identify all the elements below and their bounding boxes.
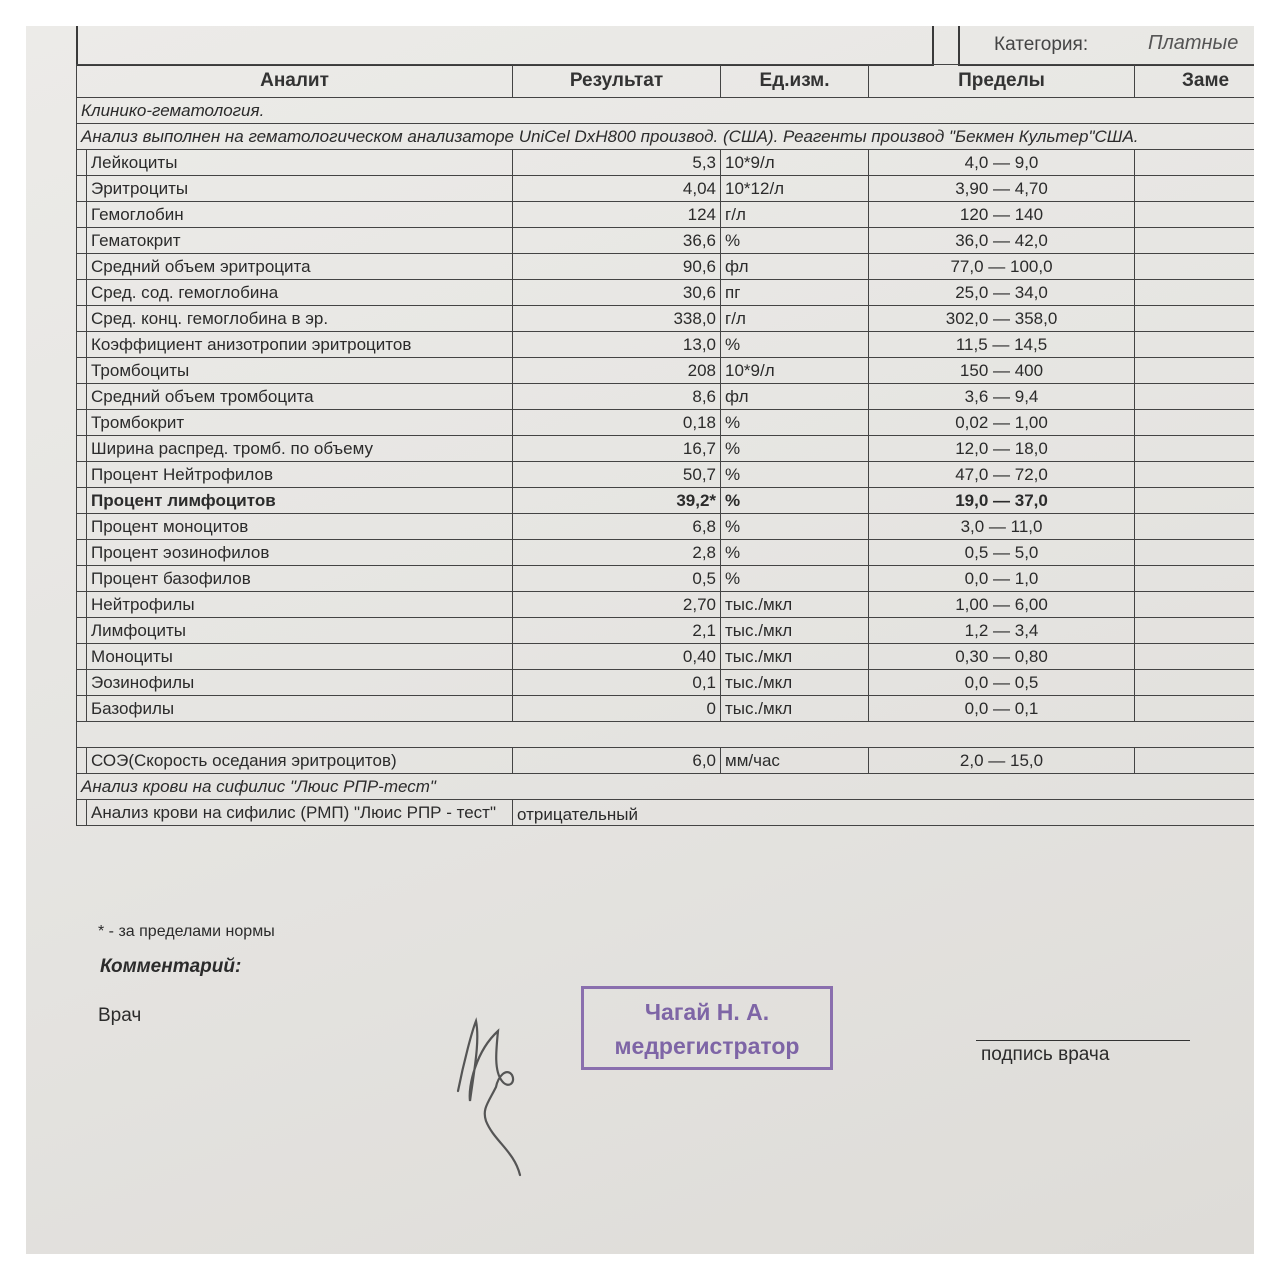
analyte-unit: мм/час (721, 748, 869, 774)
analyzer-note: Анализ выполнен на гематологическом анализаторе UniCel DxH800 производ. (США). Реагенты производ "Бекмен Культер"США. (77, 124, 1255, 150)
stamp-title: медрегистратор (614, 1033, 800, 1059)
analyte-result: 90,6 (513, 254, 721, 280)
analyte-note (1135, 202, 1254, 228)
category-value: Платные (1148, 32, 1239, 54)
signature-line (976, 1040, 1190, 1041)
analyte-result: 50,7 (513, 462, 721, 488)
row-marker (77, 150, 87, 176)
syphilis-test-name: Анализ крови на сифилис (РМП) "Люис РПР - тест" (87, 800, 513, 826)
analyte-result: 2,8 (513, 540, 721, 566)
row-marker (77, 280, 87, 306)
comment-label: Комментарий: (100, 956, 242, 977)
analyte-note (1135, 566, 1254, 592)
analyte-name: Процент лимфоцитов (87, 488, 513, 514)
table-row (77, 514, 1255, 540)
row-marker (77, 696, 87, 722)
analyte-result: 16,7 (513, 436, 721, 462)
analyte-name: Процент моноцитов (87, 514, 513, 540)
row-marker (77, 202, 87, 228)
analyte-range: 3,0 — 11,0 (869, 514, 1135, 540)
table-row (77, 592, 1255, 618)
analyte-name: Базофилы (87, 696, 513, 722)
analyte-name: Гематокрит (87, 228, 513, 254)
row-marker (77, 254, 87, 280)
row-marker (77, 644, 87, 670)
analyzer-note-row (77, 124, 1255, 150)
row-marker (77, 410, 87, 436)
analyte-range: 36,0 — 42,0 (869, 228, 1135, 254)
analyte-unit: тыс./мкл (721, 644, 869, 670)
analyte-note (1135, 384, 1254, 410)
table-row (77, 462, 1255, 488)
analyte-note (1135, 488, 1254, 514)
syphilis-row (77, 800, 1255, 826)
analyte-name: Лимфоциты (87, 618, 513, 644)
analyte-name: Сред. сод. гемоглобина (87, 280, 513, 306)
row-marker (77, 800, 87, 826)
analyte-range: 0,02 — 1,00 (869, 410, 1135, 436)
analyte-range: 1,00 — 6,00 (869, 592, 1135, 618)
analyte-note (1135, 176, 1254, 202)
analyte-range: 25,0 — 34,0 (869, 280, 1135, 306)
analyte-range: 0,0 — 0,1 (869, 696, 1135, 722)
registrar-stamp (581, 986, 833, 1070)
row-marker (77, 384, 87, 410)
table-row (77, 254, 1255, 280)
table-row (77, 696, 1255, 722)
table-row (77, 488, 1255, 514)
analyte-note (1135, 670, 1254, 696)
handwritten-signature (436, 991, 546, 1181)
analyte-name: Тромбокрит (87, 410, 513, 436)
analyte-note (1135, 462, 1254, 488)
table-row (77, 670, 1255, 696)
analyte-name: Эозинофилы (87, 670, 513, 696)
syphilis-section-title: Анализ крови на сифилис "Люис РПР-тест" (77, 774, 1255, 800)
analyte-result: 124 (513, 202, 721, 228)
analyte-note (1135, 228, 1254, 254)
analyte-range: 302,0 — 358,0 (869, 306, 1135, 332)
table-row (77, 228, 1255, 254)
table-row (77, 280, 1255, 306)
analyte-name: СОЭ(Скорость оседания эритроцитов) (87, 748, 513, 774)
analyte-name: Сред. конц. гемоглобина в эр. (87, 306, 513, 332)
analyte-result: 13,0 (513, 332, 721, 358)
section-row (77, 98, 1255, 124)
analyte-unit: % (721, 566, 869, 592)
analyte-range: 11,5 — 14,5 (869, 332, 1135, 358)
col-header-range: Пределы (869, 65, 1135, 98)
table-row (77, 540, 1255, 566)
analyte-name: Процент базофилов (87, 566, 513, 592)
analyte-range: 77,0 — 100,0 (869, 254, 1135, 280)
analyte-name: Процент эозинофилов (87, 540, 513, 566)
table-row (77, 566, 1255, 592)
analyte-unit: % (721, 332, 869, 358)
analyte-unit: тыс./мкл (721, 696, 869, 722)
analyte-unit: 10*9/л (721, 150, 869, 176)
analyte-unit: 10*12/л (721, 176, 869, 202)
analyte-note (1135, 540, 1254, 566)
analyte-note (1135, 436, 1254, 462)
analyte-range: 2,0 — 15,0 (869, 748, 1135, 774)
analyte-unit: тыс./мкл (721, 592, 869, 618)
analyte-note (1135, 332, 1254, 358)
row-marker (77, 566, 87, 592)
signature-caption: подпись врача (981, 1044, 1110, 1065)
row-marker (77, 176, 87, 202)
spacer-row (77, 722, 1255, 748)
analyte-note (1135, 696, 1254, 722)
row-marker (77, 514, 87, 540)
row-marker (77, 592, 87, 618)
analyte-note (1135, 410, 1254, 436)
analyte-note (1135, 150, 1254, 176)
header-box (76, 26, 934, 66)
analyte-note (1135, 254, 1254, 280)
analyte-name: Нейтрофилы (87, 592, 513, 618)
analyte-result: 6,0 (513, 748, 721, 774)
table-row (77, 384, 1255, 410)
analyte-result: 39,2* (513, 488, 721, 514)
analyte-range: 1,2 — 3,4 (869, 618, 1135, 644)
analyte-range: 0,0 — 1,0 (869, 566, 1135, 592)
lab-report-sheet (26, 26, 1254, 1254)
row-marker (77, 306, 87, 332)
analyte-range: 19,0 — 37,0 (869, 488, 1135, 514)
table-row (77, 202, 1255, 228)
analyte-name: Ширина распред. тромб. по объему (87, 436, 513, 462)
syphilis-section-row (77, 774, 1255, 800)
analyte-unit: % (721, 540, 869, 566)
analyte-unit: г/л (721, 306, 869, 332)
analyte-unit: % (721, 488, 869, 514)
analyte-unit: тыс./мкл (721, 618, 869, 644)
row-marker (77, 488, 87, 514)
analyte-result: 36,6 (513, 228, 721, 254)
col-header-unit: Ед.изм. (721, 65, 869, 98)
analyte-result: 0,40 (513, 644, 721, 670)
analyte-unit: г/л (721, 202, 869, 228)
section-title: Клинико-гематология. (77, 98, 1255, 124)
table-row (77, 436, 1255, 462)
spacer-cell (77, 722, 1255, 748)
stamp-name: Чагай Н. А. (644, 999, 770, 1025)
analyte-name: Средний объем тромбоцита (87, 384, 513, 410)
row-marker (77, 332, 87, 358)
analyte-unit: фл (721, 254, 869, 280)
row-marker (77, 228, 87, 254)
row-marker (77, 358, 87, 384)
table-row (77, 748, 1255, 774)
row-marker (77, 748, 87, 774)
col-header-result: Результат (513, 65, 721, 98)
analyte-result: 0,5 (513, 566, 721, 592)
analyte-name: Процент Нейтрофилов (87, 462, 513, 488)
table-row (77, 176, 1255, 202)
row-marker (77, 540, 87, 566)
analyte-range: 3,90 — 4,70 (869, 176, 1135, 202)
analyte-name: Тромбоциты (87, 358, 513, 384)
results-table (76, 64, 1254, 826)
analyte-unit: % (721, 228, 869, 254)
analyte-note (1135, 514, 1254, 540)
analyte-result: 6,8 (513, 514, 721, 540)
col-header-note: Заме (1135, 65, 1254, 98)
table-row (77, 618, 1255, 644)
analyte-range: 120 — 140 (869, 202, 1135, 228)
col-header-analyte: Аналит (77, 65, 513, 98)
analyte-result: 2,70 (513, 592, 721, 618)
row-marker (77, 670, 87, 696)
analyte-result: 0,1 (513, 670, 721, 696)
row-marker (77, 436, 87, 462)
analyte-note (1135, 358, 1254, 384)
table-row (77, 644, 1255, 670)
analyte-result: 208 (513, 358, 721, 384)
analyte-range: 3,6 — 9,4 (869, 384, 1135, 410)
analyte-unit: пг (721, 280, 869, 306)
analyte-result: 0,18 (513, 410, 721, 436)
table-row (77, 410, 1255, 436)
row-marker (77, 618, 87, 644)
analyte-unit: % (721, 514, 869, 540)
analyte-note (1135, 306, 1254, 332)
analyte-result: 5,3 (513, 150, 721, 176)
analyte-name: Моноциты (87, 644, 513, 670)
analyte-range: 12,0 — 18,0 (869, 436, 1135, 462)
analyte-unit: % (721, 436, 869, 462)
analyte-name: Лейкоциты (87, 150, 513, 176)
analyte-range: 4,0 — 9,0 (869, 150, 1135, 176)
analyte-name: Гемоглобин (87, 202, 513, 228)
footnote: * - за пределами нормы (98, 923, 275, 940)
doctor-label: Врач (98, 1005, 142, 1026)
analyte-note (1135, 644, 1254, 670)
analyte-result: 0 (513, 696, 721, 722)
analyte-unit: 10*9/л (721, 358, 869, 384)
analyte-range: 47,0 — 72,0 (869, 462, 1135, 488)
analyte-name: Эритроциты (87, 176, 513, 202)
analyte-result: 8,6 (513, 384, 721, 410)
table-row (77, 358, 1255, 384)
syphilis-test-result: отрицательный (513, 800, 1254, 826)
analyte-unit: % (721, 410, 869, 436)
analyte-range: 0,30 — 0,80 (869, 644, 1135, 670)
table-row (77, 150, 1255, 176)
table-row (77, 332, 1255, 358)
analyte-unit: % (721, 462, 869, 488)
analyte-name: Средний объем эритроцита (87, 254, 513, 280)
analyte-unit: тыс./мкл (721, 670, 869, 696)
analyte-note (1135, 748, 1254, 774)
analyte-result: 4,04 (513, 176, 721, 202)
category-box (958, 26, 1254, 66)
table-header-row (77, 65, 1255, 98)
analyte-range: 150 — 400 (869, 358, 1135, 384)
analyte-range: 0,5 — 5,0 (869, 540, 1135, 566)
analyte-name: Коэффициент анизотропии эритроцитов (87, 332, 513, 358)
table-row (77, 306, 1255, 332)
analyte-result: 30,6 (513, 280, 721, 306)
analyte-range: 0,0 — 0,5 (869, 670, 1135, 696)
row-marker (77, 462, 87, 488)
analyte-note (1135, 592, 1254, 618)
category-label: Категория: (994, 34, 1089, 55)
analyte-note (1135, 618, 1254, 644)
analyte-unit: фл (721, 384, 869, 410)
analyte-note (1135, 280, 1254, 306)
analyte-result: 2,1 (513, 618, 721, 644)
analyte-result: 338,0 (513, 306, 721, 332)
